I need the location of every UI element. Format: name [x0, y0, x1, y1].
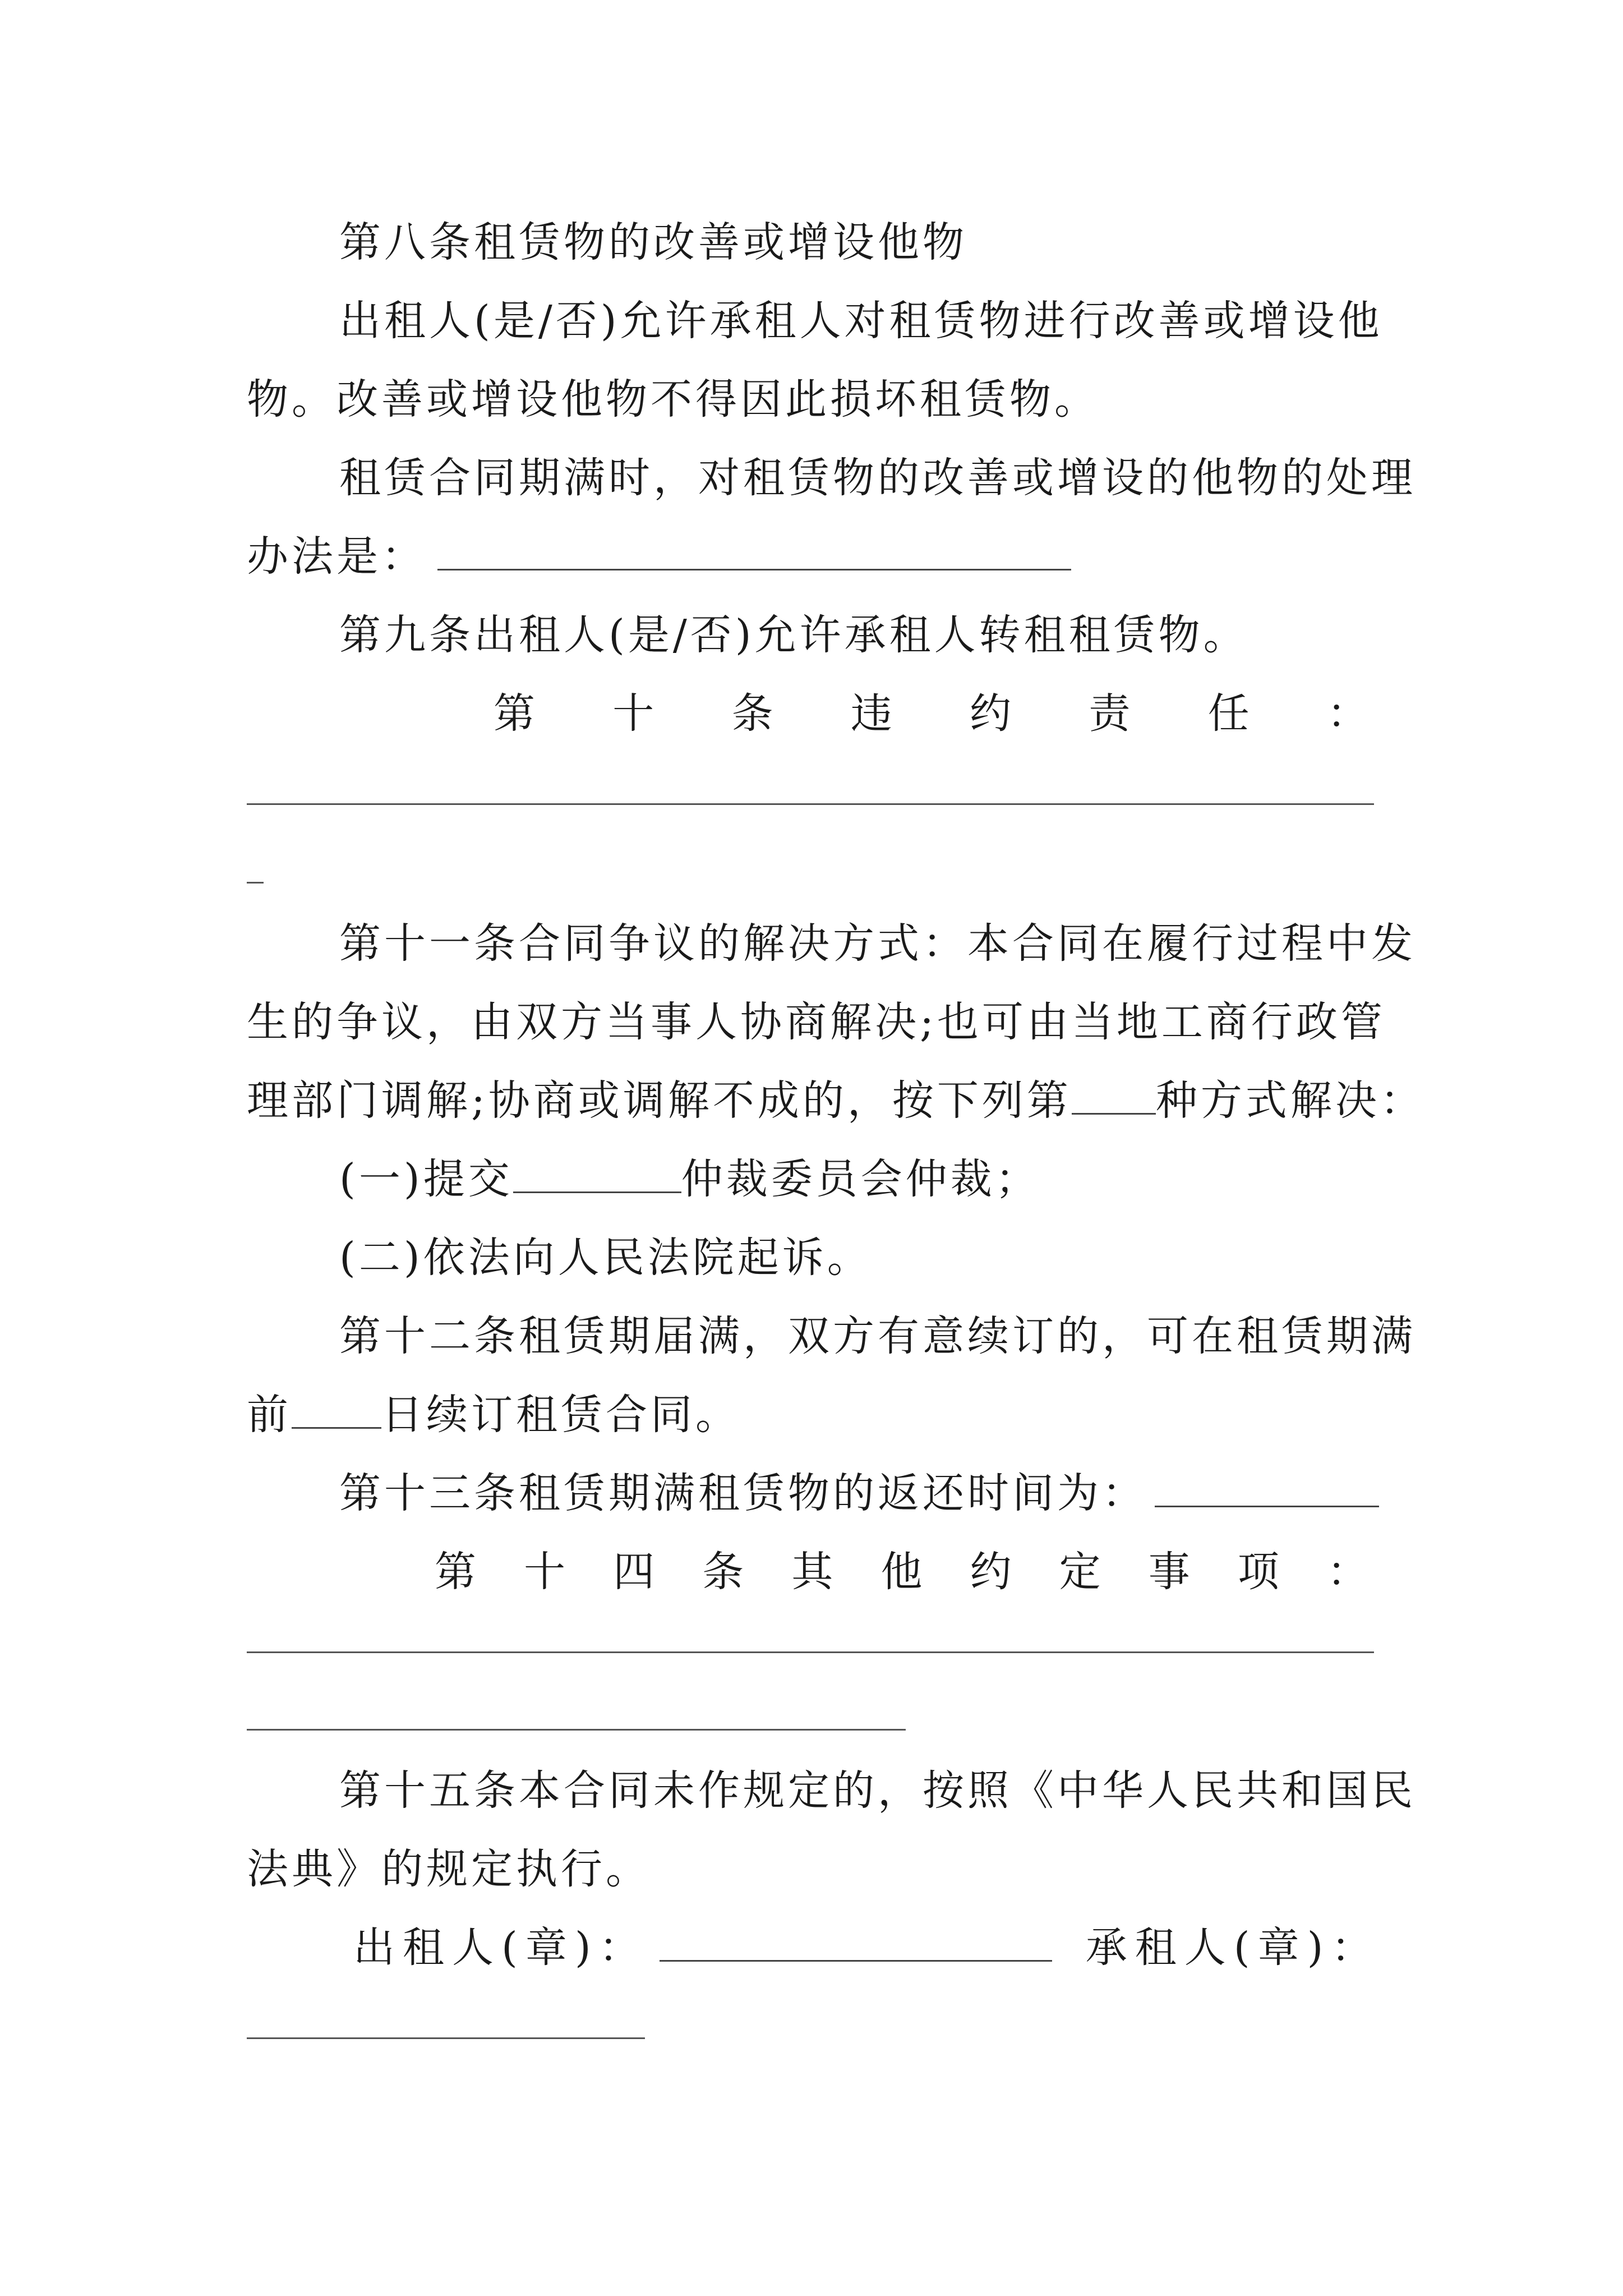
article-14-blank-line-1: [247, 1651, 1374, 1653]
article-14-heading: [435, 1544, 1368, 1600]
article-14-char: ：: [1326, 1548, 1368, 1596]
article-14-char: 事: [1148, 1548, 1190, 1596]
article-14-char: 项: [1237, 1548, 1279, 1596]
article-12-line-2-start: 前: [247, 1391, 292, 1439]
article-11-line-1: 第十一条合同争议的解决方式：本合同在履行过程中发: [339, 919, 1416, 968]
article-11-line-3: [247, 1073, 1425, 1129]
article-10-char: ：: [1326, 689, 1368, 738]
article-12-line-1: 第十二条租赁期届满，双方有意续订的，可在租赁期满: [339, 1312, 1416, 1360]
article-8-paragraph-1-line-1: 出租人(是/否)允许承租人对租赁物进行改善或增设他: [339, 297, 1383, 345]
article-8-paragraph-2-line-1: 租赁合同期满时，对租赁物的改善或增设的他物的处理: [339, 454, 1416, 502]
signature-line: [353, 1920, 1381, 1976]
article-8-method-label: 办法是：: [247, 532, 426, 581]
article-14-char: 条: [702, 1548, 744, 1596]
lessee-seal-label: 承租人(章)：: [1085, 1924, 1381, 1972]
article-8-paragraph-1-line-2: 物。改善或增设他物不得因此损坏租赁物。: [247, 375, 1099, 424]
article-15-line-2: 法典》的规定执行。: [247, 1845, 651, 1893]
article-10-heading: [494, 685, 1368, 742]
lessee-seal-blank: [247, 2037, 645, 2039]
article-14-char: 他: [880, 1548, 923, 1596]
article-14-blank-line-2: [247, 1729, 906, 1731]
article-9-text: 第九条出租人(是/否)允许承租人转租租赁物。: [339, 611, 1248, 659]
article-14-char: 其: [791, 1548, 833, 1596]
option-1-end: 仲裁委员会仲裁；: [681, 1155, 1040, 1203]
article-11-line-2: 生的争议，由双方当事人协商解决;也可由当地工商行政管: [247, 998, 1386, 1046]
article-10-char: 十: [612, 689, 654, 738]
article-10-blank-line: [247, 803, 1374, 805]
arbitration-committee-blank: [513, 1157, 681, 1193]
article-14-char: 十: [524, 1548, 566, 1596]
article-11-option-1: [339, 1151, 1040, 1207]
article-12-line-2: [247, 1387, 740, 1443]
article-15-line-1: 第十五条本合同未作规定的，按照《中华人民共和国民: [339, 1766, 1416, 1815]
article-10-char: 第: [494, 689, 535, 738]
return-time-blank: [1155, 1471, 1379, 1507]
article-10-char: 约: [970, 689, 1012, 738]
article-10-char: 责: [1089, 689, 1131, 738]
article-14-char: 四: [613, 1548, 655, 1596]
article-11-option-2: (二)依法向人民法院起诉。: [339, 1234, 872, 1282]
article-10-char: 违: [850, 689, 892, 738]
article-13-text: 第十三条租赁期满租赁物的返还时间为：: [339, 1469, 1147, 1517]
lessor-seal-blank: [660, 1925, 1052, 1962]
article-10-blank-tail: [247, 882, 264, 884]
dispute-method-blank: [1072, 1078, 1156, 1115]
article-12-line-2-end: 日续订租赁合同。: [381, 1391, 740, 1439]
option-1-start: (一)提交: [339, 1155, 513, 1203]
method-blank: [437, 534, 1071, 570]
article-10-char: 条: [731, 689, 773, 738]
lessor-seal-label: 出租人(章)：: [353, 1924, 648, 1972]
article-13-line: [339, 1465, 1379, 1521]
article-14-char: 约: [970, 1548, 1012, 1596]
article-11-line-3-start: 理部门调解;协商或调解不成的，按下列第: [247, 1076, 1072, 1125]
article-8-paragraph-2-line-2: [247, 528, 1071, 585]
renewal-days-blank: [292, 1392, 381, 1429]
article-8-title: 第八条租赁物的改善或增设他物: [339, 218, 967, 266]
article-14-char: 定: [1059, 1548, 1101, 1596]
article-14-char: 第: [435, 1548, 476, 1596]
article-10-char: 任: [1207, 689, 1249, 738]
article-11-line-3-end: 种方式解决：: [1155, 1076, 1425, 1125]
